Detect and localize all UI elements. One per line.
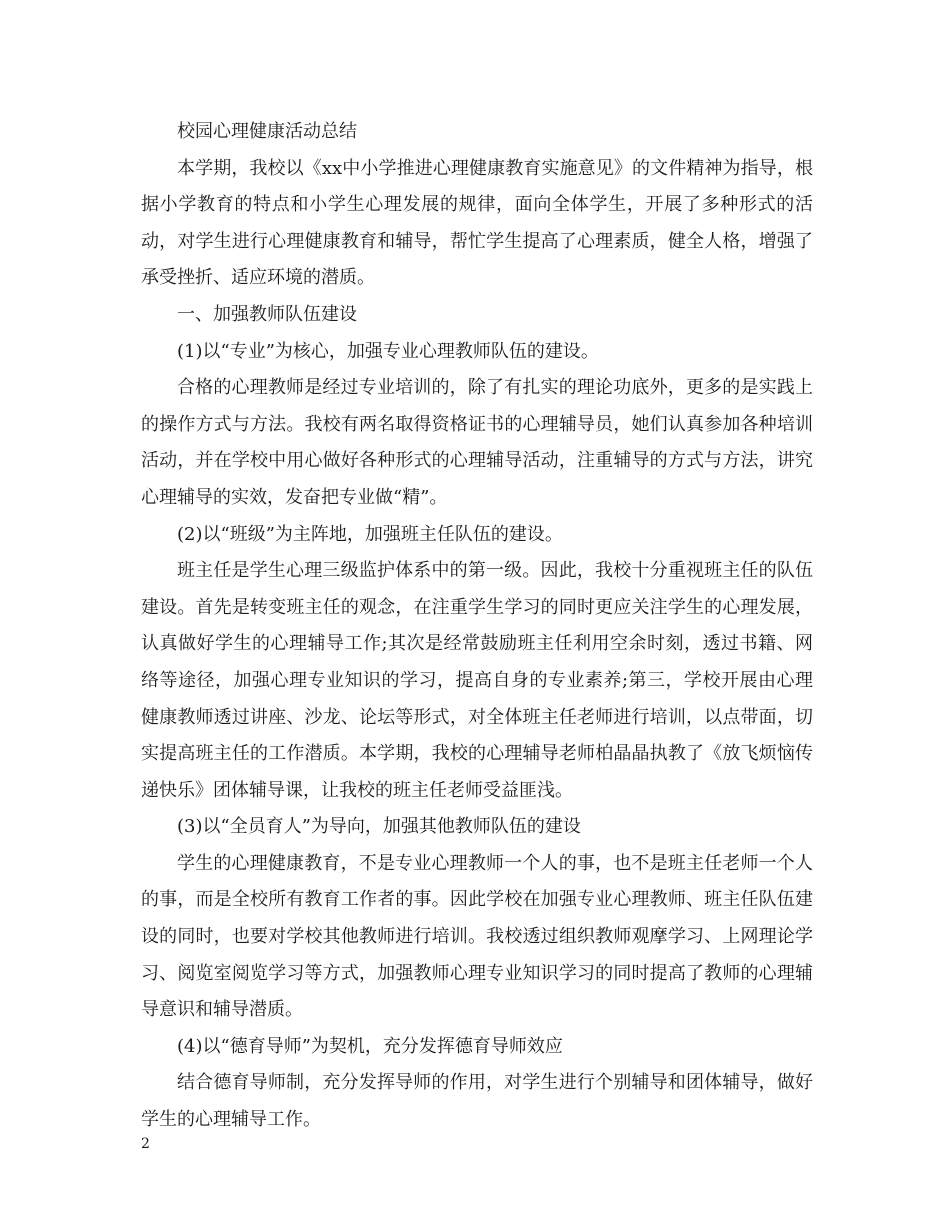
paragraph-all-staff: 学生的心理健康教育，不是专业心理教师一个人的事，也不是班主任老师一个人的事，而是全校所有教育工作者的事。因此学校在加强专业心理教师、班主任队伍建设的同时，也要对学校其他教师进行培训。我校透过组织教师观摩学习、上网理论学习、阅览室阅览学习等方式，加强教师心理专业知识学习的同时提高了教师的心理辅导意识和辅导潜质。	[141, 852, 813, 1021]
document-title: 校园心理健康活动总结	[177, 121, 357, 142]
paragraph-moral-mentor: 结合德育导师制，充分发挥导师的作用，对学生进行个别辅导和团体辅导，做好学生的心理辅导工作。	[141, 1072, 813, 1131]
subheading-professional: (1)以“专业”为核心，加强专业心理教师队伍的建设。	[177, 340, 599, 362]
page-number: 2	[141, 1136, 150, 1152]
paragraph-professional: 合格的心理教师是经过专业培训的，除了有扎实的理论功底外，更多的是实践上的操作方式与方法。我校有两名取得资格证书的心理辅导员，她们认真参加各种培训活动，并在学校中用心做好各种形式的心理辅导活动，注重辅导的方式与方法，讲究心理辅导的实效，发奋把专业做“精”。	[141, 377, 813, 508]
document-body	[141, 114, 813, 1139]
intro-paragraph: 本学期，我校以《xx中小学推进心理健康教育实施意见》的文件精神为指导，根据小学教育的特点和小学生心理发展的规律，面向全体学生，开展了多种形式的活动，对学生进行心理健康教育和辅导，帮忙学生提高了心理素质，健全人格，增强了承受挫折、适应环境的潜质。	[141, 157, 813, 289]
subheading-class: (2)以“班级”为主阵地，加强班主任队伍的建设。	[177, 523, 563, 545]
subheading-moral-mentor: (4)以“德育导师”为契机，充分发挥德育导师效应	[177, 1035, 563, 1057]
subheading-all-staff: (3)以“全员育人”为导向，加强其他教师队伍的建设	[177, 816, 581, 838]
paragraph-class: 班主任是学生心理三级监护体系中的第一级。因此，我校十分重视班主任的队伍建设。首先是转变班主任的观念，在注重学生学习的同时更应关注学生的心理发展，认真做好学生的心理辅导工作;其次是经常鼓励班主任利用空余时刻，透过书籍、网络等途径，加强心理专业知识的学习，提高自身的专业素养;第三，学校开展由心理健康教师透过讲座、沙龙、论坛等形式，对全体班主任老师进行培训，以点带面，切实提高班主任的工作潜质。本学期，我校的心理辅导老师柏晶晶执教了《放飞烦恼传递快乐》团体辅导课，让我校的班主任老师受益匪浅。	[141, 560, 813, 801]
section-heading-teacher-team: 一、加强教师队伍建设	[177, 303, 357, 325]
